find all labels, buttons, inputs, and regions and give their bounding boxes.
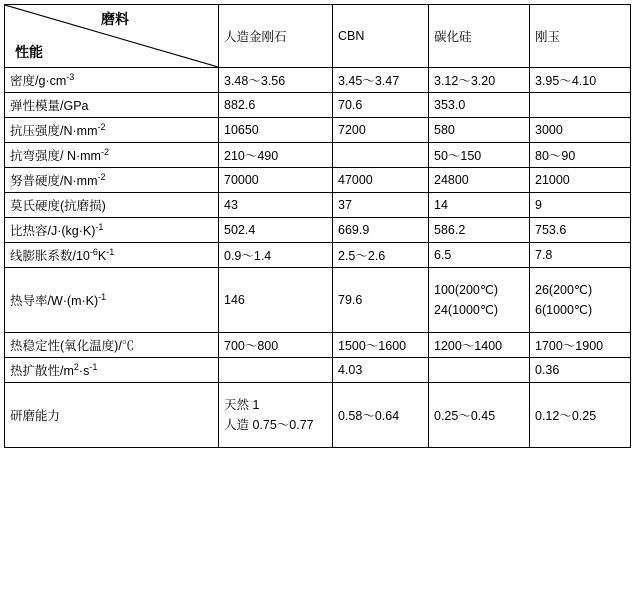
table-row (5, 68, 631, 93)
table-row (5, 143, 631, 168)
table-row (5, 168, 631, 193)
row-header-property-7: 线膨胀系数$/10^{-6}K^{-1}$ (5, 243, 219, 268)
cell-r1-c1: 70.6 (333, 93, 429, 118)
cell-r3-c0: 210～490 (219, 143, 333, 168)
cell-r11-c2: 0.25～0.45 (429, 383, 530, 448)
cell-r8-c2: 100(200℃) 24(1000℃) (429, 268, 530, 333)
column-header-material-1: CBN (333, 5, 429, 68)
cell-r3-c3: 80～90 (530, 143, 631, 168)
cell-r6-c3: 753.6 (530, 218, 631, 243)
cell-r11-c3: 0.12～0.25 (530, 383, 631, 448)
cell-r9-c1: 1500～1600 (333, 333, 429, 358)
cell-r9-c0: 700～800 (219, 333, 333, 358)
cell-r8-c0: 146 (219, 268, 333, 333)
cell-r7-c0: 0.9～1.4 (219, 243, 333, 268)
cell-r4-c1: 47000 (333, 168, 429, 193)
table-row (5, 218, 631, 243)
cell-r7-c2: 6.5 (429, 243, 530, 268)
cell-r4-c3: 21000 (530, 168, 631, 193)
corner-material-label: 磨料 (101, 11, 129, 27)
row-header-property-6: 比热容$/J\cdot(kg\cdot K)^{-1}$ (5, 218, 219, 243)
cell-r7-c3: 7.8 (530, 243, 631, 268)
cell-r3-c2: 50～150 (429, 143, 530, 168)
row-header-property-8: 热导率$/W\cdot(m\cdot K)^{-1}$ (5, 268, 219, 333)
row-header-property-9: 热稳定性(氧化温度)/℃ (5, 333, 219, 358)
cell-r1-c0: 882.6 (219, 93, 333, 118)
cell-r11-c0: 天然 1 人造 0.75～0.77 (219, 383, 333, 448)
cell-r6-c2: 586.2 (429, 218, 530, 243)
cell-r2-c3: 3000 (530, 118, 631, 143)
cell-r5-c2: 14 (429, 193, 530, 218)
cell-r0-c0: 3.48～3.56 (219, 68, 333, 93)
header-row (5, 5, 631, 68)
cell-r2-c1: 7200 (333, 118, 429, 143)
cell-r0-c3: 3.95～4.10 (530, 68, 631, 93)
cell-r2-c0: 10650 (219, 118, 333, 143)
corner-header-cell (5, 5, 219, 68)
table-body (5, 68, 631, 448)
table-row (5, 93, 631, 118)
table-row (5, 243, 631, 268)
column-header-material-0: 人造金刚石 (219, 5, 333, 68)
cell-r9-c2: 1200～1400 (429, 333, 530, 358)
table-row (5, 118, 631, 143)
cell-r4-c0: 70000 (219, 168, 333, 193)
row-header-property-1: 弹性模量/GPa (5, 93, 219, 118)
row-header-property-5: 莫氏硬度(抗磨损) (5, 193, 219, 218)
cell-r10-c1: 4.03 (333, 358, 429, 383)
cell-r11-c1: 0.58～0.64 (333, 383, 429, 448)
table-header (5, 5, 631, 68)
cell-r0-c2: 3.12～3.20 (429, 68, 530, 93)
row-header-property-2: 抗压强度$/N\cdot mm^{-2}$ (5, 118, 219, 143)
cell-r2-c2: 580 (429, 118, 530, 143)
corner-property-label: 性能 (15, 44, 43, 60)
column-header-material-3: 刚玉 (530, 5, 631, 68)
cell-r5-c0: 43 (219, 193, 333, 218)
cell-r1-c2: 353.0 (429, 93, 530, 118)
cell-r1-c3 (530, 93, 631, 118)
abrasive-properties-table (4, 4, 631, 448)
row-header-property-3: 抗弯强度/ $N\cdot mm^{-2}$ (5, 143, 219, 168)
table-row (5, 268, 631, 333)
row-header-property-4: 努普硬度$/N\cdot mm^{-2}$ (5, 168, 219, 193)
cell-r10-c2 (429, 358, 530, 383)
cell-r6-c1: 669.9 (333, 218, 429, 243)
cell-r10-c3: 0.36 (530, 358, 631, 383)
row-header-property-10: 热扩散性$/m^2\cdot s^{-1}$ (5, 358, 219, 383)
cell-r7-c1: 2.5～2.6 (333, 243, 429, 268)
cell-r0-c1: 3.45～3.47 (333, 68, 429, 93)
table-row (5, 383, 631, 448)
cell-r5-c1: 37 (333, 193, 429, 218)
cell-r6-c0: 502.4 (219, 218, 333, 243)
cell-r9-c3: 1700～1900 (530, 333, 631, 358)
cell-r8-c3: 26(200℃) 6(1000℃) (530, 268, 631, 333)
cell-r8-c1: 79.6 (333, 268, 429, 333)
table-row (5, 193, 631, 218)
cell-r10-c0 (219, 358, 333, 383)
table-row (5, 358, 631, 383)
cell-r5-c3: 9 (530, 193, 631, 218)
row-header-property-0: 密度$/g\cdot cm^{-3}$ (5, 68, 219, 93)
table-row (5, 333, 631, 358)
row-header-property-11: 研磨能力 (5, 383, 219, 448)
cell-r4-c2: 24800 (429, 168, 530, 193)
column-header-material-2: 碳化硅 (429, 5, 530, 68)
cell-r3-c1 (333, 143, 429, 168)
